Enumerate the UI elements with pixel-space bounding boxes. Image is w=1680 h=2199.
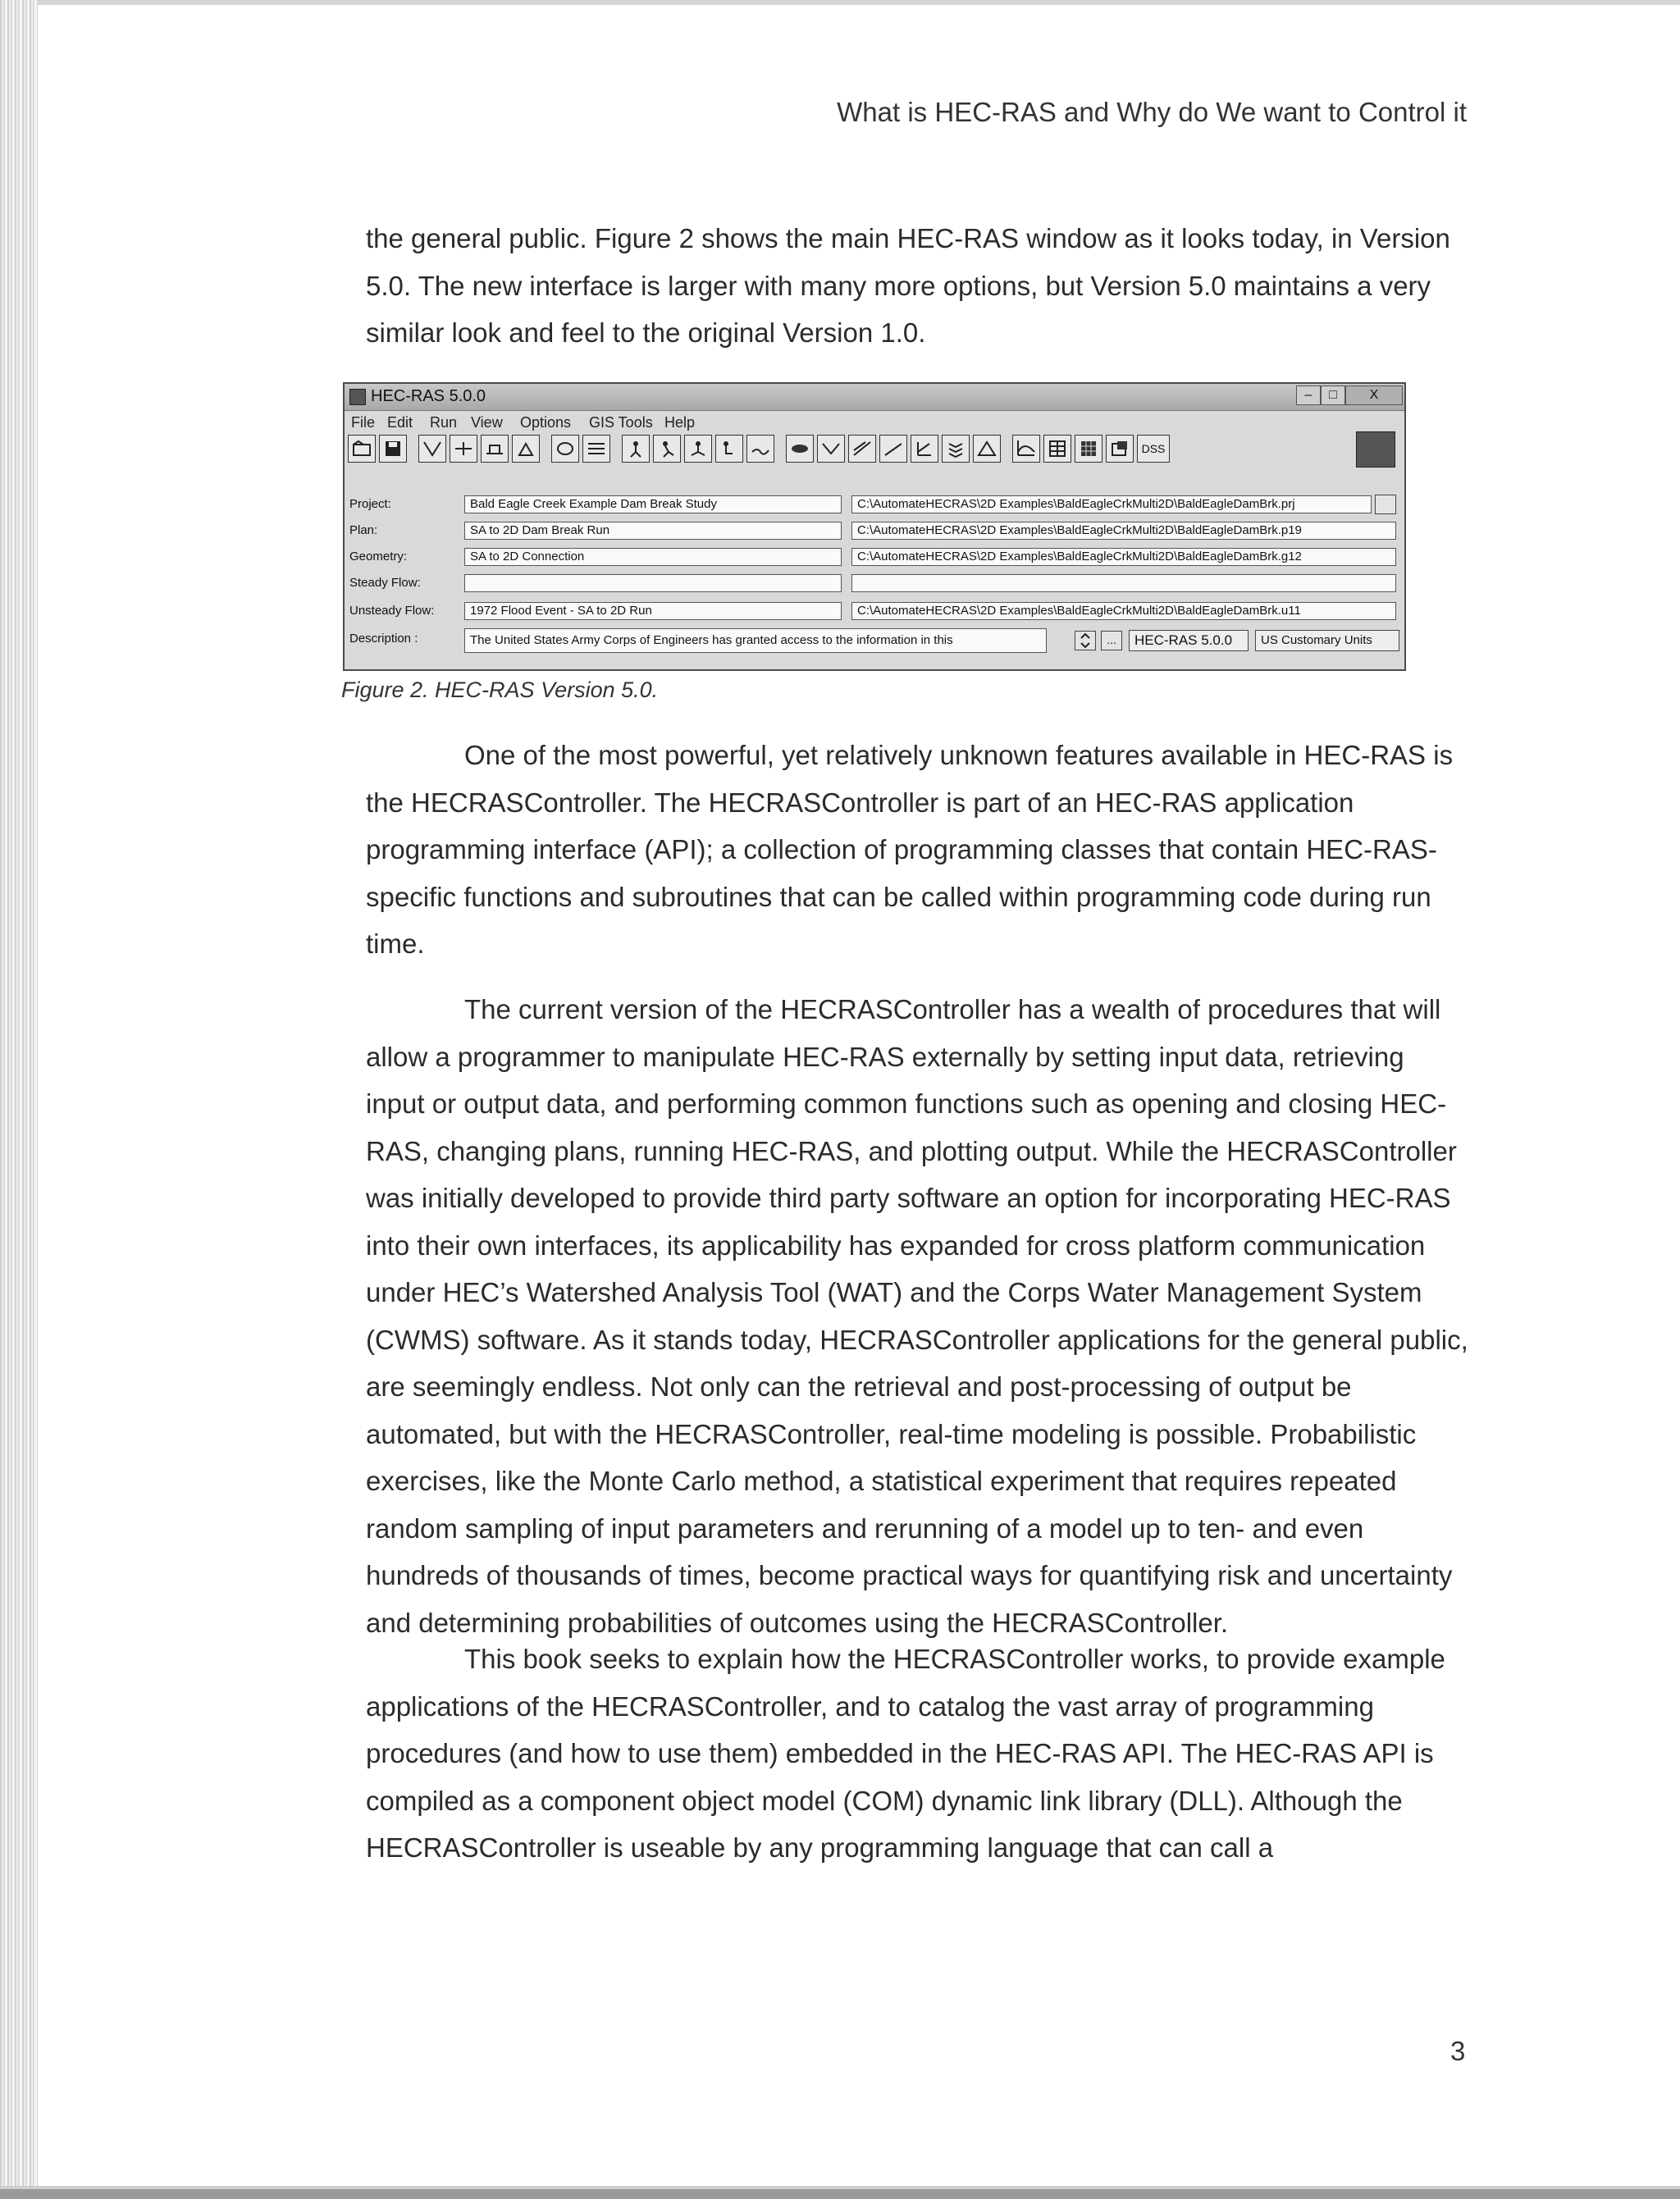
steady-flow-name-field[interactable] (464, 574, 842, 592)
stage-flow-icon[interactable] (911, 435, 938, 463)
save-icon[interactable] (379, 435, 407, 463)
menu-run[interactable]: Run (430, 414, 458, 431)
project-name-field[interactable]: Bald Eagle Creek Example Dam Break Study (464, 495, 842, 513)
inline-structure-icon[interactable] (481, 435, 509, 463)
hecras-window (343, 382, 1406, 671)
toolbar (348, 435, 1402, 468)
junction-icon[interactable] (450, 435, 477, 463)
minimize-button[interactable]: – (1296, 386, 1321, 405)
usace-castle-logo-icon (1356, 431, 1395, 468)
menu-edit[interactable]: Edit (387, 414, 413, 431)
cross-section-icon[interactable] (418, 435, 446, 463)
summary-table-icon[interactable] (1043, 435, 1071, 463)
project-browse-icon[interactable] (1375, 495, 1396, 514)
scan-edge-top (38, 0, 1680, 5)
report-icon[interactable] (1106, 435, 1134, 463)
menu-bar (345, 412, 1404, 433)
project-label: Project: (349, 497, 391, 511)
menu-file[interactable]: File (351, 414, 376, 431)
title-bar (345, 384, 1404, 411)
table-icon[interactable] (1075, 435, 1102, 463)
sediment-icon[interactable] (715, 435, 743, 463)
window-title: HEC-RAS 5.0.0 (371, 387, 486, 405)
geometry-name-field[interactable]: SA to 2D Connection (464, 548, 842, 566)
unsteady-flow-icon[interactable] (653, 435, 681, 463)
general-profile-icon[interactable] (942, 435, 970, 463)
menu-help[interactable]: Help (664, 414, 696, 431)
version-display: HEC-RAS 5.0.0 (1129, 630, 1249, 651)
figure-caption: Figure 2. HEC-RAS Version 5.0. (341, 677, 659, 702)
profile-plot-icon[interactable] (817, 435, 845, 463)
xs-plot-icon[interactable] (848, 435, 876, 463)
sa-connection-icon[interactable] (582, 435, 610, 463)
ras-mapper-icon[interactable] (786, 435, 814, 463)
water-quality-icon[interactable] (746, 435, 774, 463)
paragraph-hecrascontroller-intro: One of the most powerful, yet relatively unknown features available in HEC-RAS is the HECRASController. The HECRASController is part of an HEC-RAS application programming interface (API); a collection of programming classes that contain HEC-RAS-specific functions and subroutines that can be called within programming code during run time. (366, 740, 1454, 959)
paragraph-intro: the general public. Figure 2 shows the main HEC-RAS window as it looks today, in Version 5.0. The new interface is larger with many more options, but Version 5.0 maintains a very similar look and feel to the original Version 1.0. (366, 223, 1450, 348)
lateral-structure-icon[interactable] (512, 435, 540, 463)
storage-area-icon[interactable] (551, 435, 579, 463)
xyz-plot-icon[interactable] (973, 435, 1001, 463)
project-path-field[interactable]: C:\AutomateHECRAS\2D Examples\BaldEagleCrkMulti2D\BaldEagleDamBrk.prj (851, 495, 1372, 513)
quasi-unsteady-icon[interactable] (684, 435, 712, 463)
unsteady-flow-name-field[interactable]: 1972 Flood Event - SA to 2D Run (464, 602, 842, 620)
plan-label: Plan: (349, 523, 378, 537)
plan-path-field[interactable]: C:\AutomateHECRAS\2D Examples\BaldEagleCrkMulti2D\BaldEagleDamBrk.p19 (851, 522, 1396, 540)
unsteady-flow-path-field[interactable]: C:\AutomateHECRAS\2D Examples\BaldEagleCrkMulti2D\BaldEagleDamBrk.u11 (851, 602, 1396, 620)
steady-flow-icon[interactable] (622, 435, 650, 463)
steady-flow-path-field[interactable] (851, 574, 1396, 592)
dss-icon[interactable]: DSS (1137, 435, 1170, 463)
steady-flow-label: Steady Flow: (349, 576, 421, 590)
plan-name-field[interactable]: SA to 2D Dam Break Run (464, 522, 842, 540)
close-button[interactable]: X (1345, 386, 1403, 405)
menu-gis-tools[interactable]: GIS Tools (589, 414, 653, 431)
hecras-app-icon (349, 389, 366, 405)
geometry-path-field[interactable]: C:\AutomateHECRAS\2D Examples\BaldEagleCrkMulti2D\BaldEagleDamBrk.g12 (851, 548, 1396, 566)
maximize-button[interactable]: □ (1321, 386, 1345, 405)
description-label: Description : (349, 632, 418, 646)
menu-view[interactable]: View (471, 414, 503, 431)
geometry-label: Geometry: (349, 550, 408, 563)
running-head: What is HEC-RAS and Why do We want to Control it (837, 97, 1467, 127)
rating-curve-icon[interactable] (879, 435, 907, 463)
units-display: US Customary Units (1255, 630, 1399, 651)
scan-edge-left (0, 0, 38, 2199)
paragraph-current-version: The current version of the HECRASController has a wealth of procedures that will allow a programmer to manipulate HEC-RAS externally by setting input data, retrieving input or output data, and performing common functions such as opening and closing HEC-RAS, changing plans, running HEC-RAS, and plotting output. While the HECRASController was initially developed to provide third party software an option for incorporating HEC-RAS into their own interfaces, its applicability has expanded for cross platform communication under HEC’s Watershed Analysis Tool (WAT) and the Corps Water Management System (CWMS) software. As it stands today, HECRASController applications for the general public, are seemingly endless. Not only can the retrieval and post-processing of output be automated, but with the HECRASController, real-time modeling is possible. Probabilistic exercises, like the Monte Carlo method, a statistical experiment that requires repeated random sampling of input parameters and rerunning of a model up to ten- and even hundreds of thousands of times, become practical ways for quantifying risk and uncertainty and determining probabilities of outcomes using the HECRASController. (366, 994, 1468, 1638)
paragraph-book-purpose: This book seeks to explain how the HECRASController works, to provide example applications of the HECRASController, and to catalog the vast array of programming procedures (and how to use them) embedded in the HEC-RAS API. The HEC-RAS API is compiled as a component object model (COM) dynamic link library (DLL). Although the HECRASController is useable by any programming language that can call a (366, 1644, 1445, 1863)
open-icon[interactable] (348, 435, 376, 463)
unsteady-flow-label: Unsteady Flow: (349, 604, 435, 618)
page-number: 3 (1450, 2036, 1466, 2066)
hydrograph-icon[interactable] (1012, 435, 1040, 463)
menu-options[interactable]: Options (520, 414, 572, 431)
description-field[interactable]: The United States Army Corps of Engineers has granted access to the information in this (464, 628, 1047, 653)
description-scroll-icon[interactable] (1075, 631, 1096, 650)
scan-edge-bottom (0, 2189, 1680, 2199)
description-browse-button[interactable]: ... (1101, 631, 1122, 650)
